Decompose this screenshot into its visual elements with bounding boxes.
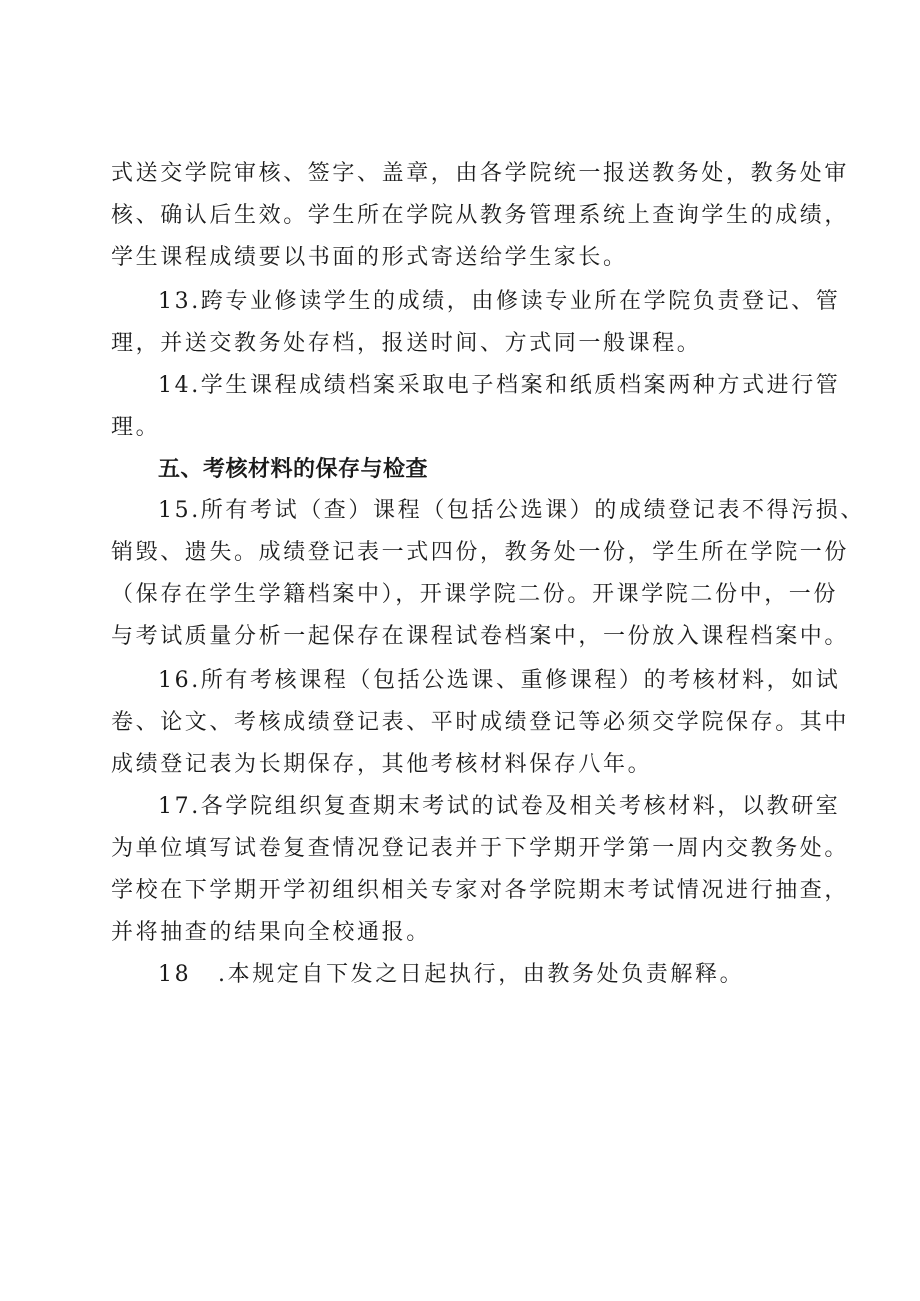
item-17-line-1 [158, 792, 878, 822]
item-15-line-3: （保存在学生学籍档案中），开课学院二份。开课学院二份中，一份 [111, 582, 839, 607]
item-16-text: .所有考核课程（包括公选课、重修课程）的考核材料，如试 [191, 668, 841, 693]
item-15-text: .所有考试（查）课程（包括公选课）的成绩登记表不得污损、 [191, 498, 865, 523]
paragraph-continuation-line-1: 式送交学院审核、签字、盖章，由各学院统一报送教务处，教务处审 [111, 161, 850, 186]
item-17-line-3: 学校在下学期开学初组织相关专家对各学院期末考试情况进行抽查， [111, 878, 850, 903]
item-15-number: 15 [158, 498, 192, 523]
item-14-line-2: 理。 [111, 415, 161, 440]
paragraph-continuation-line-3: 学生课程成绩要以书面的形式寄送给学生家长。 [111, 245, 628, 270]
item-14-text: .学生课程成绩档案采取电子档案和纸质档案两种方式进行管 [191, 373, 841, 398]
item-16-line-1 [158, 666, 878, 696]
item-13-text: .跨专业修读学生的成绩，由修读专业所在学院负责登记、管 [191, 289, 841, 314]
item-18-text: .本规定自下发之日起执行，由教务处负责解释。 [218, 962, 745, 987]
item-17-line-4: 并将抽查的结果向全校通报。 [111, 920, 431, 945]
item-15-line-4: 与考试质量分析一起保存在课程试卷档案中，一份放入课程档案中。 [111, 624, 850, 649]
item-15-line-1 [158, 496, 878, 526]
item-14-number: 14 [158, 373, 192, 398]
section-heading: 五、考核材料的保存与检查 [158, 457, 429, 482]
item-14-line-1 [158, 371, 878, 401]
item-13-line-1 [158, 287, 878, 317]
item-13-line-2: 理，并送交教务处存档，报送时间、方式同一般课程。 [111, 331, 702, 356]
item-15-line-2: 销毁、遗失。成绩登记表一式四份，教务处一份，学生所在学院一份 [111, 540, 850, 565]
item-16-line-2: 卷、论文、考核成绩登记表、平时成绩登记等必须交学院保存。其中 [111, 710, 850, 735]
item-18-line-1 [158, 960, 878, 990]
item-13-number: 13 [158, 289, 192, 314]
item-17-text: .各学院组织复查期末考试的试卷及相关考核材料，以教研室 [191, 794, 841, 819]
item-16-line-3: 成绩登记表为长期保存，其他考核材料保存八年。 [111, 752, 653, 777]
item-17-line-2: 为单位填写试卷复查情况登记表并于下学期开学第一周内交教务处。 [111, 836, 850, 861]
item-18-number: 18 [158, 962, 192, 987]
paragraph-continuation-line-2: 核、确认后生效。学生所在学院从教务管理系统上查询学生的成绩， [111, 203, 850, 228]
item-16-number: 16 [158, 668, 192, 693]
item-17-number: 17 [158, 794, 192, 819]
